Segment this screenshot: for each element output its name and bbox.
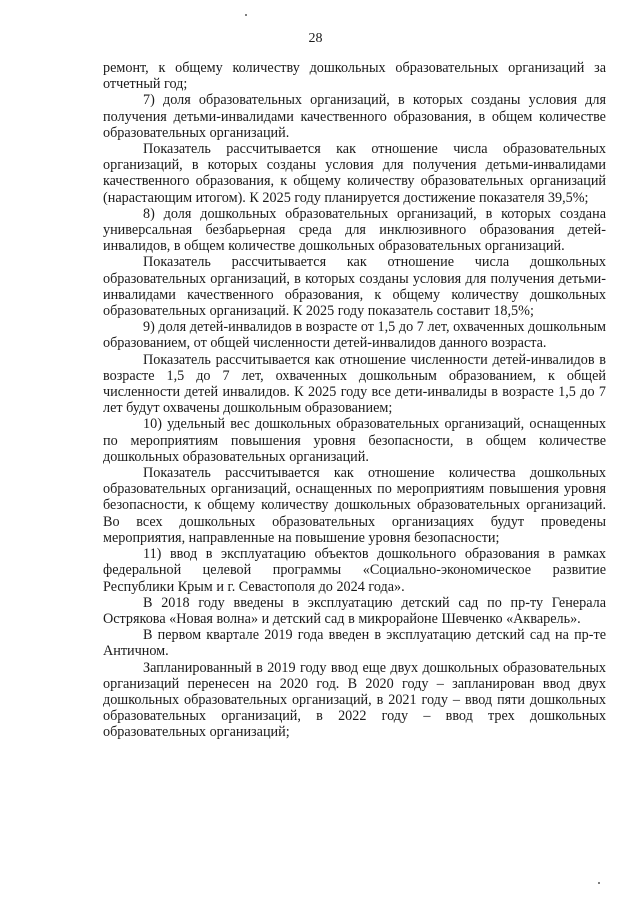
paragraph: Показатель рассчитывается как отношение числа дошкольных образовательных организаций, в которых созданы условия для получения детьми-инвалидами качественного образования, к общему количеству дошкольных образовательных организаций. К 2025 году показатель составит 18,5%; [103,254,606,320]
page-number: 28 [308,31,323,46]
paragraph: Запланированный в 2019 году ввод еще двух дошкольных образовательных организаций перенесен на 2020 год. В 2020 году – запланирован ввод двух дошкольных образовательных организаций, в 2021 году – ввод пяти дошкольных образовательных организаций, в 2022 году – ввод трех дошкольных образовательных организаций; [103,659,606,741]
paragraph: Показатель рассчитывается как отношение численности детей-инвалидов в возрасте 1,5 до 7 лет, охваченных дошкольным образованием, к общей численности детей инвалидов. К 2025 году все дети-инвалиды в возрасте 1,5 до 7 лет будут охвачены дошкольным образованием; [103,351,606,417]
paragraph: 10) удельный вес дошкольных образовательных организаций, оснащенных по мероприятиям повышения уровня безопасности, в общем количестве дошкольных образовательных организаций. [103,416,606,465]
paragraph: Показатель рассчитывается как отношение количества дошкольных образовательных организаций, оснащенных по мероприятиям повышения уровня безопасности, к общему количеству дошкольных образовательных организаций. Во всех дошкольных образовательных организациях будут проведены мероприятия, направленные на повышение уровня безопасности; [103,465,606,546]
document-body [103,60,606,741]
paragraph: 8) доля дошкольных образовательных организаций, в которых создана универсальная безбарьерная среда для инклюзивного образования детей-инвалидов, в общем количестве дошкольных образовательных организаций. [103,205,606,255]
paragraph: В первом квартале 2019 года введен в эксплуатацию детский сад на пр-те Античном. [103,627,606,660]
scan-dot [245,14,247,16]
paragraph: Показатель рассчитывается как отношение числа образовательных организаций, в которых созданы условия для получения детьми-инвалидами качественного образования, к общему количеству образовательных организаций (нарастающим итогом). К 2025 году планируется достижение показателя 39,5%; [103,141,606,206]
paragraph: В 2018 году введены в эксплуатацию детский сад по пр-ту Генерала Острякова «Новая волна» и детский сад в микрорайоне Шевченко «Акварель». [103,594,606,627]
paragraph: 7) доля образовательных организаций, в которых созданы условия для получения детьми-инвалидами качественного образования, в общем количестве образовательных организаций. [103,92,606,141]
paragraph: ремонт, к общему количеству дошкольных образовательных организаций за отчетный год; [103,60,606,93]
paragraph: 9) доля детей-инвалидов в возрасте от 1,5 до 7 лет, охваченных дошкольным образованием, от общей численности детей-инвалидов данного возраста. [103,319,606,352]
paragraph: 11) ввод в эксплуатацию объектов дошкольного образования в рамках федеральной целевой программы «Социально-экономическое развитие Республики Крым и г. Севастополя до 2024 года». [103,546,606,595]
scan-dot [598,882,600,884]
